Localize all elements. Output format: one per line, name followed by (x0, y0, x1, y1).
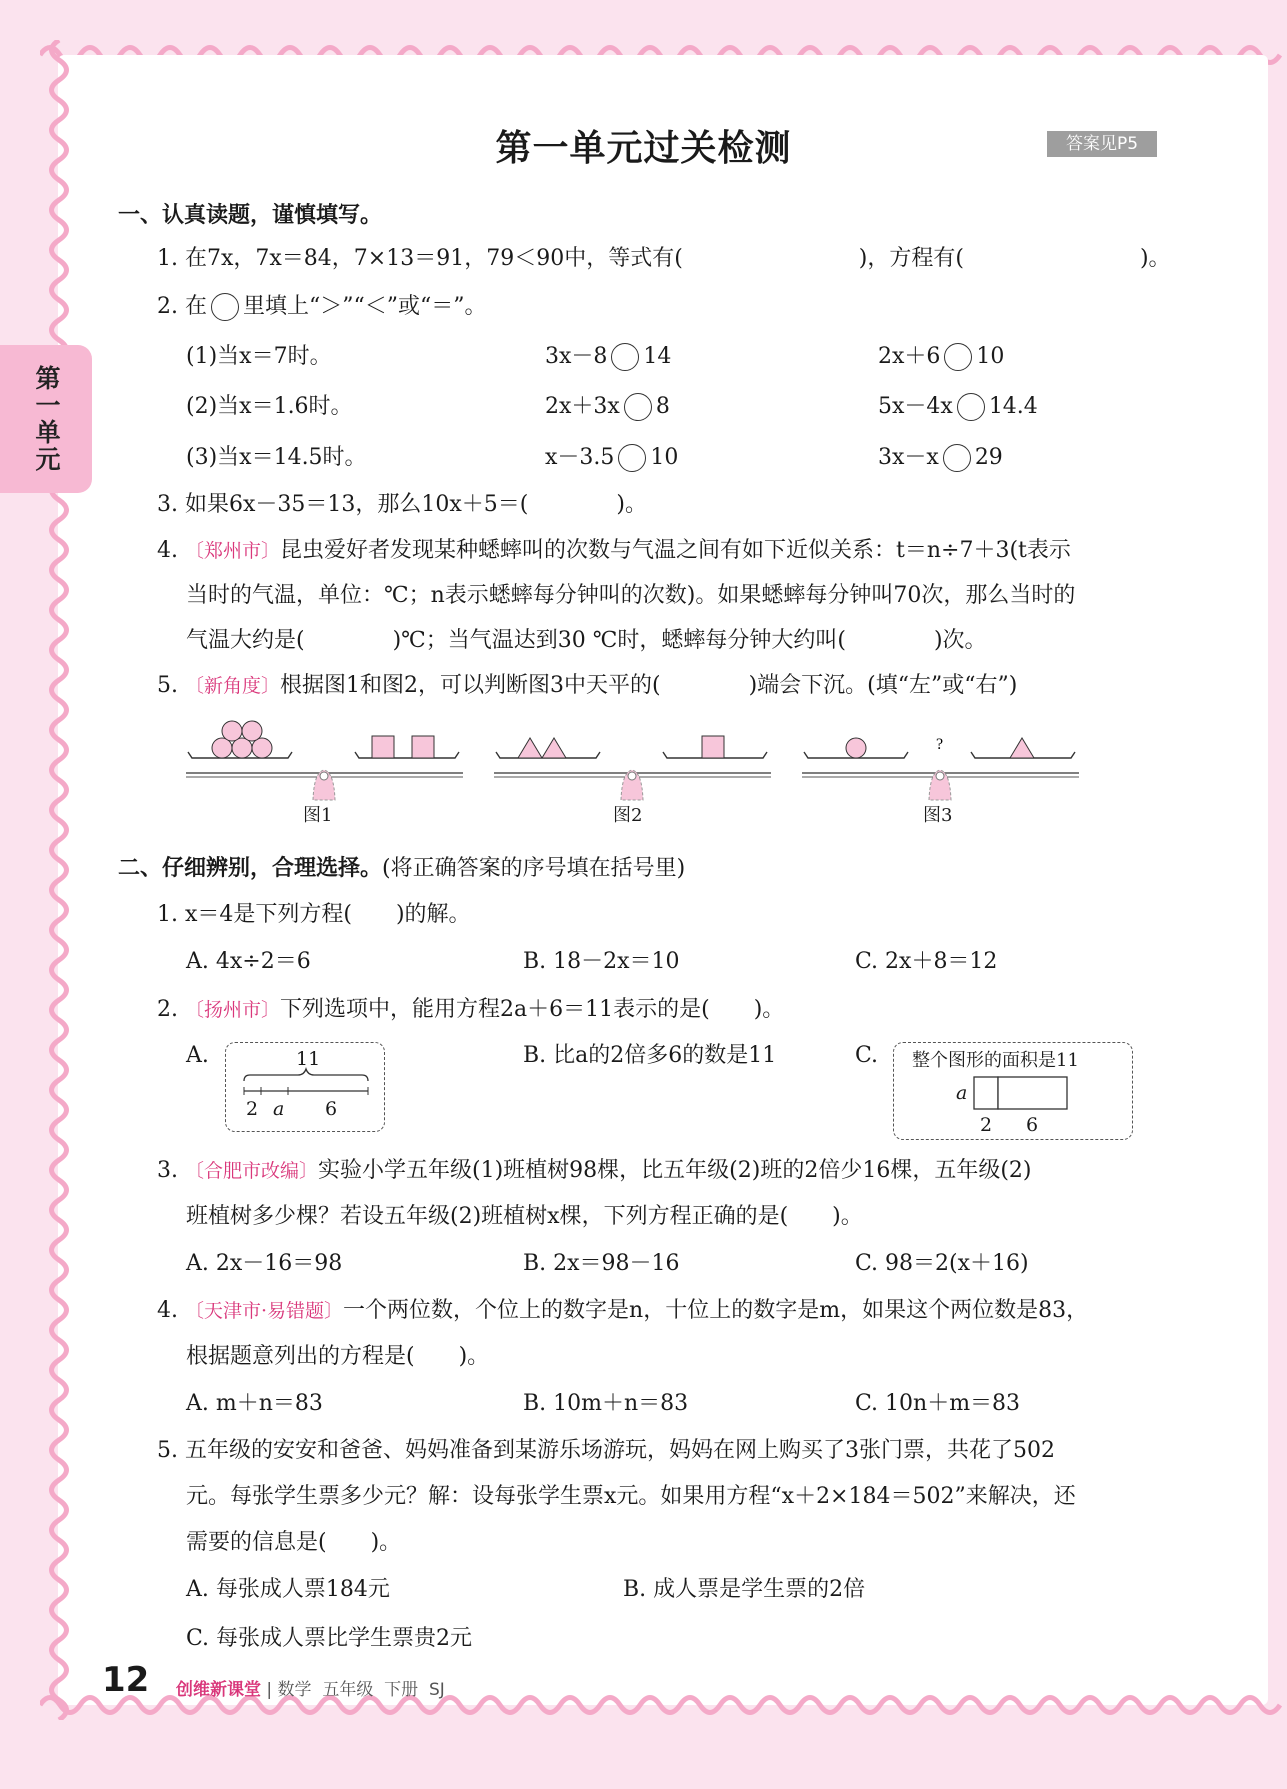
s2-question-5-line2: 元。每张学生票多少元？解：设每张学生票x元。如果用方程“x＋2×184＝502”来解决，还 (186, 1484, 1076, 1509)
s2-question-5-line1: 5. 五年级的安安和爸爸、妈妈准备到某游乐场游玩，妈妈在网上购买了3张门票，共花了502 (157, 1438, 1055, 1463)
s2-q1-option-a[interactable]: A. 4x÷2＝6 (186, 949, 311, 974)
answer-circle[interactable] (624, 393, 652, 421)
figure-3-label: 图3 (923, 805, 953, 826)
s2-question-4-line2: 根据题意列出的方程是( )。 (186, 1344, 490, 1369)
s2-q2-option-c-label[interactable]: C. (855, 1043, 879, 1068)
s1-question-2 (157, 293, 486, 321)
s2-question-1: 1. x＝4是下列方程( )的解。 (157, 902, 471, 927)
diagram-c-title: 整个图形的面积是11 (912, 1050, 1079, 1071)
answer-circle[interactable] (611, 343, 639, 371)
s1-q2-lead: 2. 在 (157, 294, 207, 319)
section1-heading: 一、认真读题，谨慎填写。 (118, 203, 383, 228)
footer-brand: 创维新课堂 (176, 1680, 261, 1700)
unit-side-tab-label: 第一单元 (32, 365, 61, 473)
figure-1-label: 图1 (303, 805, 333, 826)
circle-blank-icon (211, 293, 239, 321)
s2-q5-option-b[interactable]: B. 成人票是学生票的2倍 (623, 1577, 866, 1602)
s1-q2-row2-a: 2x＋3x 8 (545, 394, 670, 419)
s2-question-5-line3: 需要的信息是( )。 (186, 1530, 402, 1555)
figure-2-label: 图2 (613, 805, 643, 826)
s2-q2-option-b[interactable]: B. 比a的2倍多6的数是11 (523, 1043, 777, 1068)
source-tag: 〔扬州市〕 (185, 999, 281, 1021)
page-number: 12 (102, 1660, 150, 1700)
s2-q2-option-a-diagram[interactable]: 11 2 a 6 (225, 1042, 385, 1132)
s1-q2-row3-a: x－3.5 10 (545, 445, 679, 470)
s2-q5-option-c[interactable]: C. 每张成人票比学生票贵2元 (186, 1626, 473, 1651)
source-tag: 〔郑州市〕 (185, 540, 281, 562)
answer-circle[interactable] (944, 343, 972, 371)
balance-figure-1 (186, 721, 463, 800)
s1-q2-rest: 里填上“＞”“＜”或“＝”。 (242, 294, 487, 319)
s1-question-4-line3: 气温大约是( )℃；当气温达到30 ℃时，蟋蟀每分钟大约叫( )次。 (186, 628, 987, 653)
s1-question-5: 5. 〔新角度〕根据图1和图2，可以判断图3中天平的( )端会下沉。(填“左”或“右”) (157, 673, 1018, 698)
s1-question-3: 3. 如果6x－35＝13，那么10x＋5＝( )。 (157, 492, 647, 517)
answer-circle[interactable] (957, 393, 985, 421)
s2-q2-option-a-label[interactable]: A. (186, 1043, 209, 1068)
page-title: 第一单元过关检测 (495, 128, 792, 169)
diagram-a-total: 11 (296, 1048, 321, 1070)
footer-info: 创维新课堂 | 数学 五年级 下册 SJ (176, 1680, 445, 1700)
s2-question-3-line1: 3. 〔合肥市改编〕实验小学五年级(1)班植树98棵，比五年级(2)班的2倍少16棵，五年级(2) (157, 1158, 1032, 1183)
s2-question-3-line2: 班植树多少棵？若设五年级(2)班植树x棵，下列方程正确的是( )。 (186, 1204, 863, 1229)
source-tag: 〔合肥市改编〕 (185, 1160, 319, 1182)
fig3-question-mark: ? (936, 736, 944, 753)
s2-question-2: 2. 〔扬州市〕下列选项中，能用方程2a＋6＝11表示的是( )。 (157, 997, 785, 1022)
s2-q3-option-a[interactable]: A. 2x－16＝98 (186, 1251, 343, 1276)
s2-q1-option-c[interactable]: C. 2x＋8＝12 (855, 949, 998, 974)
s1-question-4-line1: 4. 〔郑州市〕昆虫爱好者发现某种蟋蟀叫的次数与气温之间有如下近似关系：t＝n÷7＋3(t表示 (157, 538, 1071, 563)
s1-q2-row1-a: 3x－8 14 (545, 344, 672, 369)
source-tag: 〔天津市·易错题〕 (185, 1300, 344, 1322)
s2-question-4-line1: 4. 〔天津市·易错题〕一个两位数，个位上的数字是n，十位上的数字是m，如果这个两位数是83， (157, 1298, 1089, 1323)
s1-q2-row1-condition: (1)当x＝7时。 (186, 344, 332, 369)
s1-q2-row1-b: 2x＋6 10 (878, 344, 1005, 369)
balance-figure-2 (494, 736, 771, 800)
s2-q4-option-b[interactable]: B. 10m＋n＝83 (523, 1391, 689, 1416)
s2-q3-option-c[interactable]: C. 98＝2(x＋16) (855, 1251, 1029, 1276)
answer-circle[interactable] (943, 444, 971, 472)
answer-circle[interactable] (618, 444, 646, 472)
s2-q5-option-a[interactable]: A. 每张成人票184元 (186, 1577, 390, 1602)
s2-q1-option-b[interactable]: B. 18－2x＝10 (523, 949, 680, 974)
s1-q2-row2-b: 5x－4x 14.4 (878, 394, 1038, 419)
answer-reference-badge: 答案见P5 (1047, 131, 1157, 157)
unit-side-tab (0, 345, 92, 493)
s2-q4-option-c[interactable]: C. 10n＋m＝83 (855, 1391, 1021, 1416)
balance-figure-3 (802, 736, 1079, 800)
s1-q2-row2-condition: (2)当x＝1.6时。 (186, 394, 353, 419)
s1-q2-row3-condition: (3)当x＝14.5时。 (186, 445, 367, 470)
source-tag: 〔新角度〕 (185, 675, 281, 697)
section2-heading: 二、仔细辨别，合理选择。(将正确答案的序号填在括号里) (118, 856, 686, 881)
s2-q3-option-b[interactable]: B. 2x＝98－16 (523, 1251, 680, 1276)
s1-question-4-line2: 当时的气温，单位：℃；n表示蟋蟀每分钟叫的次数)。如果蟋蟀每分钟叫70次，那么当时的 (186, 583, 1076, 608)
s2-q4-option-a[interactable]: A. m＋n＝83 (186, 1391, 323, 1416)
s2-q2-option-c-diagram[interactable]: 整个图形的面积是11 a 2 6 (893, 1042, 1133, 1140)
s1-q2-row3-b: 3x－x 29 (878, 445, 1003, 470)
s1-question-1: 1. 在7x，7x＝84，7×13＝91，79＜90中，等式有( )，方程有( )。 (157, 246, 1171, 271)
